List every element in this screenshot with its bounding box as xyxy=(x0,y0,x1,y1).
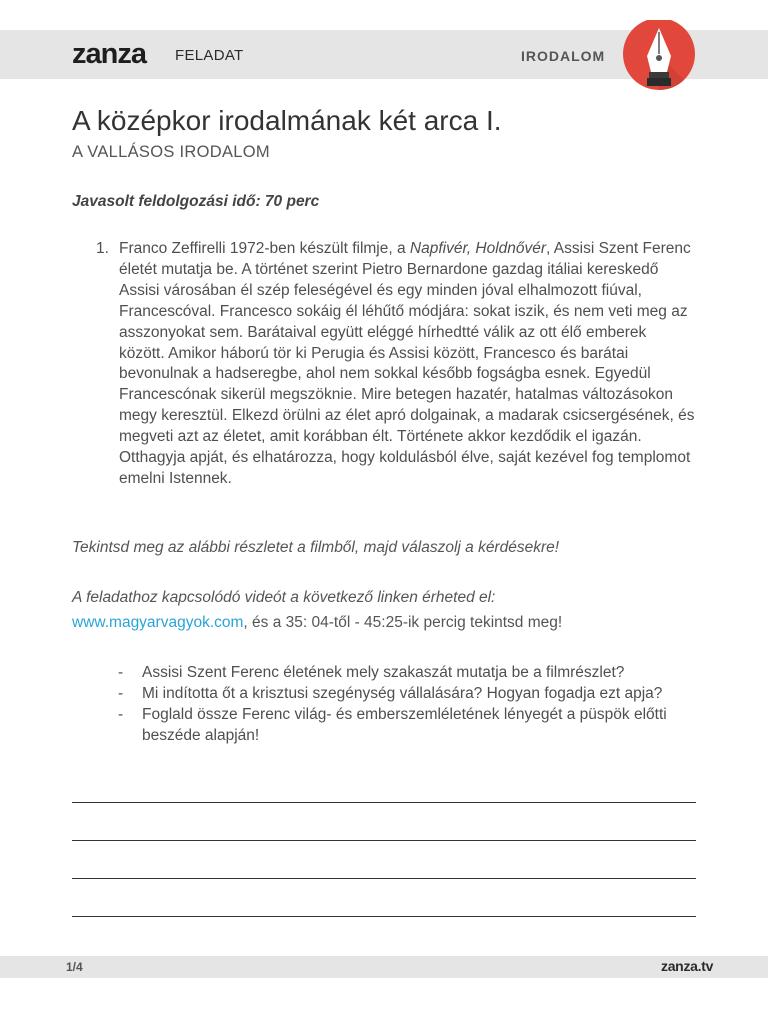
task-rest: , Assisi Szent Ferenc életét mutatja be. A történet szerint Pietro Bernardone gazdag itáliai kereskedő Assisi városában él szép feleségével és egy minden jóval elhalmozott fiúval, Francescóval. Francesco sokáig él léhűtő módjára: sokat iszik, és nem veti meg az asszonyokat sem. Barátaival együtt eléggé hírhedtté válik az ott élő emberek között. Amikor háború tör ki Perugia és Assisi között, Francesco és barátai bevonulnak a hadseregbe, ahol nem sokkal később fogságba esnek. Egyedül Francescónak sikerül megszöknie. Mire betegen hazatér, hatalmas változásokon megy keresztül. Elkezd örülni az élet apró dolgainak, a madarak csicsergésének, és megveti azt az életet, amit korábban élt. Története akkor kezdődik el igazán. Otthagyja apját, és elhatározza, hogy koldulásból élve, saját kezével fog templomot emelni Istennek. xyxy=(119,240,695,487)
fountain-pen-icon xyxy=(622,20,696,90)
task-item xyxy=(96,239,696,490)
question-list xyxy=(118,662,698,746)
answer-line[interactable] xyxy=(72,802,696,803)
question-item: - Mi indította őt a krisztusi szegénység vállalására? Hogyan fogadja ezt apja? xyxy=(118,685,663,702)
footer-band xyxy=(0,956,768,978)
question-item: - Foglald össze Ferenc világ- és emberszemléletének lényegét a püspök előtti beszéde alapján! xyxy=(118,706,667,744)
link-line xyxy=(72,613,562,633)
task-number: 1. xyxy=(96,240,109,257)
task-intro: Franco Zeffirelli 1972-ben készült filmje, a xyxy=(119,240,410,257)
page-title: A középkor irodalmának két arca I. xyxy=(72,105,502,136)
brand-subtitle: FELADAT xyxy=(175,47,244,64)
answer-line[interactable] xyxy=(72,916,696,917)
page-number: 1/4 xyxy=(66,960,83,974)
question-item: - Assisi Szent Ferenc életének mely szakaszát mutatja be a filmrészlet? xyxy=(118,664,625,681)
instruction-text: Tekintsd meg az alábbi részletet a filmből, majd válaszolj a kérdésekre! xyxy=(72,539,560,556)
page-subtitle: A VALLÁSOS IRODALOM xyxy=(72,143,270,161)
brand-logo: zanza xyxy=(72,38,146,70)
suggested-time: Javasolt feldolgozási idő: 70 perc xyxy=(72,193,320,210)
task-text xyxy=(119,239,696,490)
answer-line[interactable] xyxy=(72,878,696,879)
answer-line[interactable] xyxy=(72,840,696,841)
link-rest: , és a 35: 04-től - 45:25-ik percig tekintsd meg! xyxy=(243,614,563,631)
video-link[interactable]: www.magyarvagyok.com xyxy=(72,614,244,631)
film-title: Napfivér, Holdnővér xyxy=(409,240,547,257)
subject-label: IRODALOM xyxy=(521,48,606,64)
site-logo: zanza.tv xyxy=(661,958,714,974)
link-intro-text: A feladathoz kapcsolódó videót a következő linken érheted el: xyxy=(72,589,496,606)
